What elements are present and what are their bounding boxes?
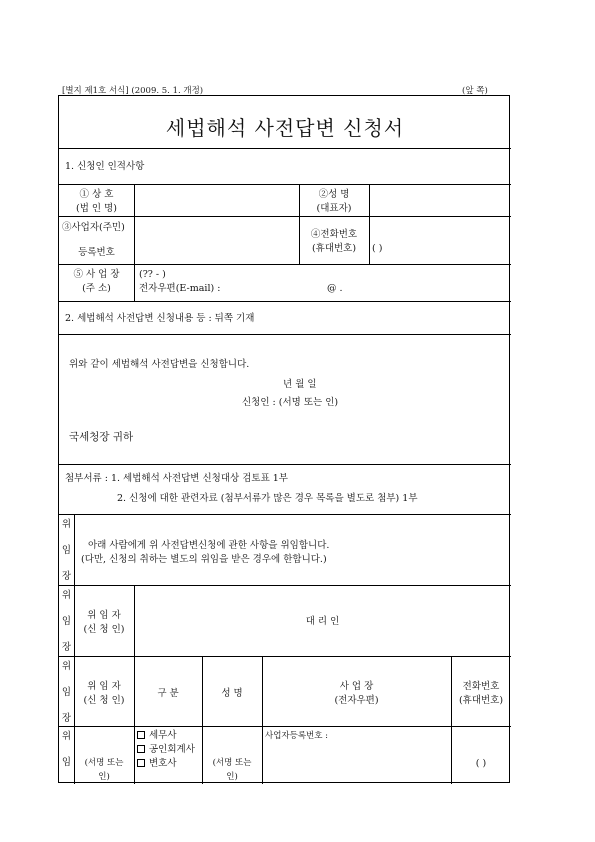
option-tax-accountant[interactable] [137, 729, 177, 742]
rule [59, 301, 511, 302]
option-label: 세무사 [149, 730, 177, 741]
rule [59, 264, 511, 265]
delegator-label: 위 임 자 [87, 681, 121, 692]
business-reg-label: ③사업자(주민) [62, 222, 125, 233]
rule [74, 514, 75, 784]
delegation-side-char: 장 [61, 642, 72, 653]
section2-heading: 2. 세법해석 사전답변 신청내용 등 : 뒤쪽 기재 [65, 313, 255, 324]
attachment-line-1: 첨부서류 : 1. 세법해석 사전답변 신청대상 검토표 1부 [65, 473, 288, 484]
email-field[interactable]: @ . [327, 283, 343, 294]
column-name: 성 명 [221, 688, 243, 699]
attachment-line-2: 2. 신청에 대한 관련자료 (첨부서류가 많은 경우 목록을 별도로 첨부) 1부 [117, 493, 418, 504]
application-form [58, 95, 510, 783]
form-title: 세법해석 사전답변 신청서 [165, 116, 405, 140]
email-label: 전자우편(E-mail) : [139, 283, 221, 294]
applicant-signature[interactable]: 신청인 : (서명 또는 인) [242, 397, 339, 408]
rule [134, 184, 135, 301]
delegator-signature-suffix: 인) [98, 772, 110, 782]
checkbox[interactable] [137, 759, 145, 767]
delegation-side-char: 위 [61, 519, 72, 530]
column-mobile: (휴대번호) [458, 695, 504, 706]
phone-field[interactable]: ( ) [372, 243, 383, 254]
delegation-side-char: 위 [61, 731, 72, 742]
column-business-address: 사 업 장 [339, 681, 374, 692]
delegation-side-char: 임 [61, 757, 72, 768]
representative-field[interactable] [374, 194, 504, 210]
declaration-date[interactable]: 년 월 일 [283, 379, 317, 390]
company-name-label: ① 상 호 [79, 189, 114, 200]
representative-label: ②성 명 [318, 189, 350, 200]
option-label: 변호사 [149, 758, 177, 769]
delegation-text-1: 아래 사람에게 위 사전답변신청에 관한 사항을 위임합니다. [88, 540, 330, 551]
agent-signature-suffix: 인) [226, 772, 238, 782]
agent-label: 대 리 인 [305, 616, 340, 627]
section1-heading: 1. 신청인 인적사항 [65, 161, 145, 172]
business-reg-sublabel: 등록번호 [78, 247, 115, 258]
delegator-sublabel: (신 청 인) [83, 624, 125, 635]
delegation-side-char: 임 [61, 545, 72, 556]
checkbox[interactable] [137, 745, 145, 753]
rule [59, 585, 511, 586]
delegation-side-char: 장 [61, 571, 72, 582]
rule [59, 334, 511, 335]
address-field[interactable]: (?? - ) [139, 269, 166, 280]
option-lawyer[interactable] [137, 757, 177, 770]
representative-sublabel: (대표자) [316, 203, 352, 214]
option-label: 공인회계사 [149, 744, 195, 755]
phone-sublabel: (휴대번호) [311, 243, 357, 254]
column-phone: 전화번호 [462, 681, 500, 692]
delegation-side-char: 임 [61, 616, 72, 627]
rule [59, 216, 511, 217]
rule [59, 184, 511, 185]
rule [59, 514, 511, 515]
company-name-sublabel: (법 인 명) [76, 203, 117, 214]
address-sublabel: (주 소) [82, 283, 111, 294]
business-reg-field[interactable] [139, 233, 294, 249]
form-number: [별지 제1호 서식] (2009. 5. 1. 개정) [62, 86, 204, 96]
business-reg-number-label: 사업자등록번호 : [265, 731, 329, 741]
delegation-side-char: 위 [61, 590, 72, 601]
delegation-text-2: (다만, 신청의 취하는 별도의 위임을 받은 경우에 한합니다.) [81, 554, 327, 565]
column-email: (전자우편) [334, 695, 379, 706]
column-type: 구 분 [157, 688, 179, 699]
rule [59, 464, 511, 465]
option-cpa[interactable] [137, 743, 195, 756]
rule [59, 726, 511, 727]
rule [262, 656, 263, 784]
rule [59, 148, 511, 149]
addressee: 국세청장 귀하 [69, 431, 134, 443]
delegator-signature[interactable]: (서명 또는 [84, 758, 124, 768]
delegation-side-char: 위 [61, 661, 72, 672]
address-label: ⑤ 사 업 장 [73, 269, 120, 280]
company-name-field[interactable] [139, 194, 294, 210]
rule [369, 184, 370, 264]
declaration-text: 위와 같이 세법해석 사전답변을 신청합니다. [69, 359, 250, 370]
delegation-side-char: 임 [61, 687, 72, 698]
phone-label: ④전화번호 [310, 229, 358, 240]
checkbox[interactable] [137, 731, 145, 739]
page-side-label: (앞 쪽) [462, 86, 488, 96]
rule [59, 656, 511, 657]
delegator-sublabel: (신 청 인) [83, 695, 125, 706]
agent-signature[interactable]: (서명 또는 [212, 758, 252, 768]
agent-phone-field[interactable]: ( ) [475, 758, 487, 769]
delegator-label: 위 임 자 [87, 610, 121, 621]
delegation-side-char: 장 [61, 713, 72, 724]
